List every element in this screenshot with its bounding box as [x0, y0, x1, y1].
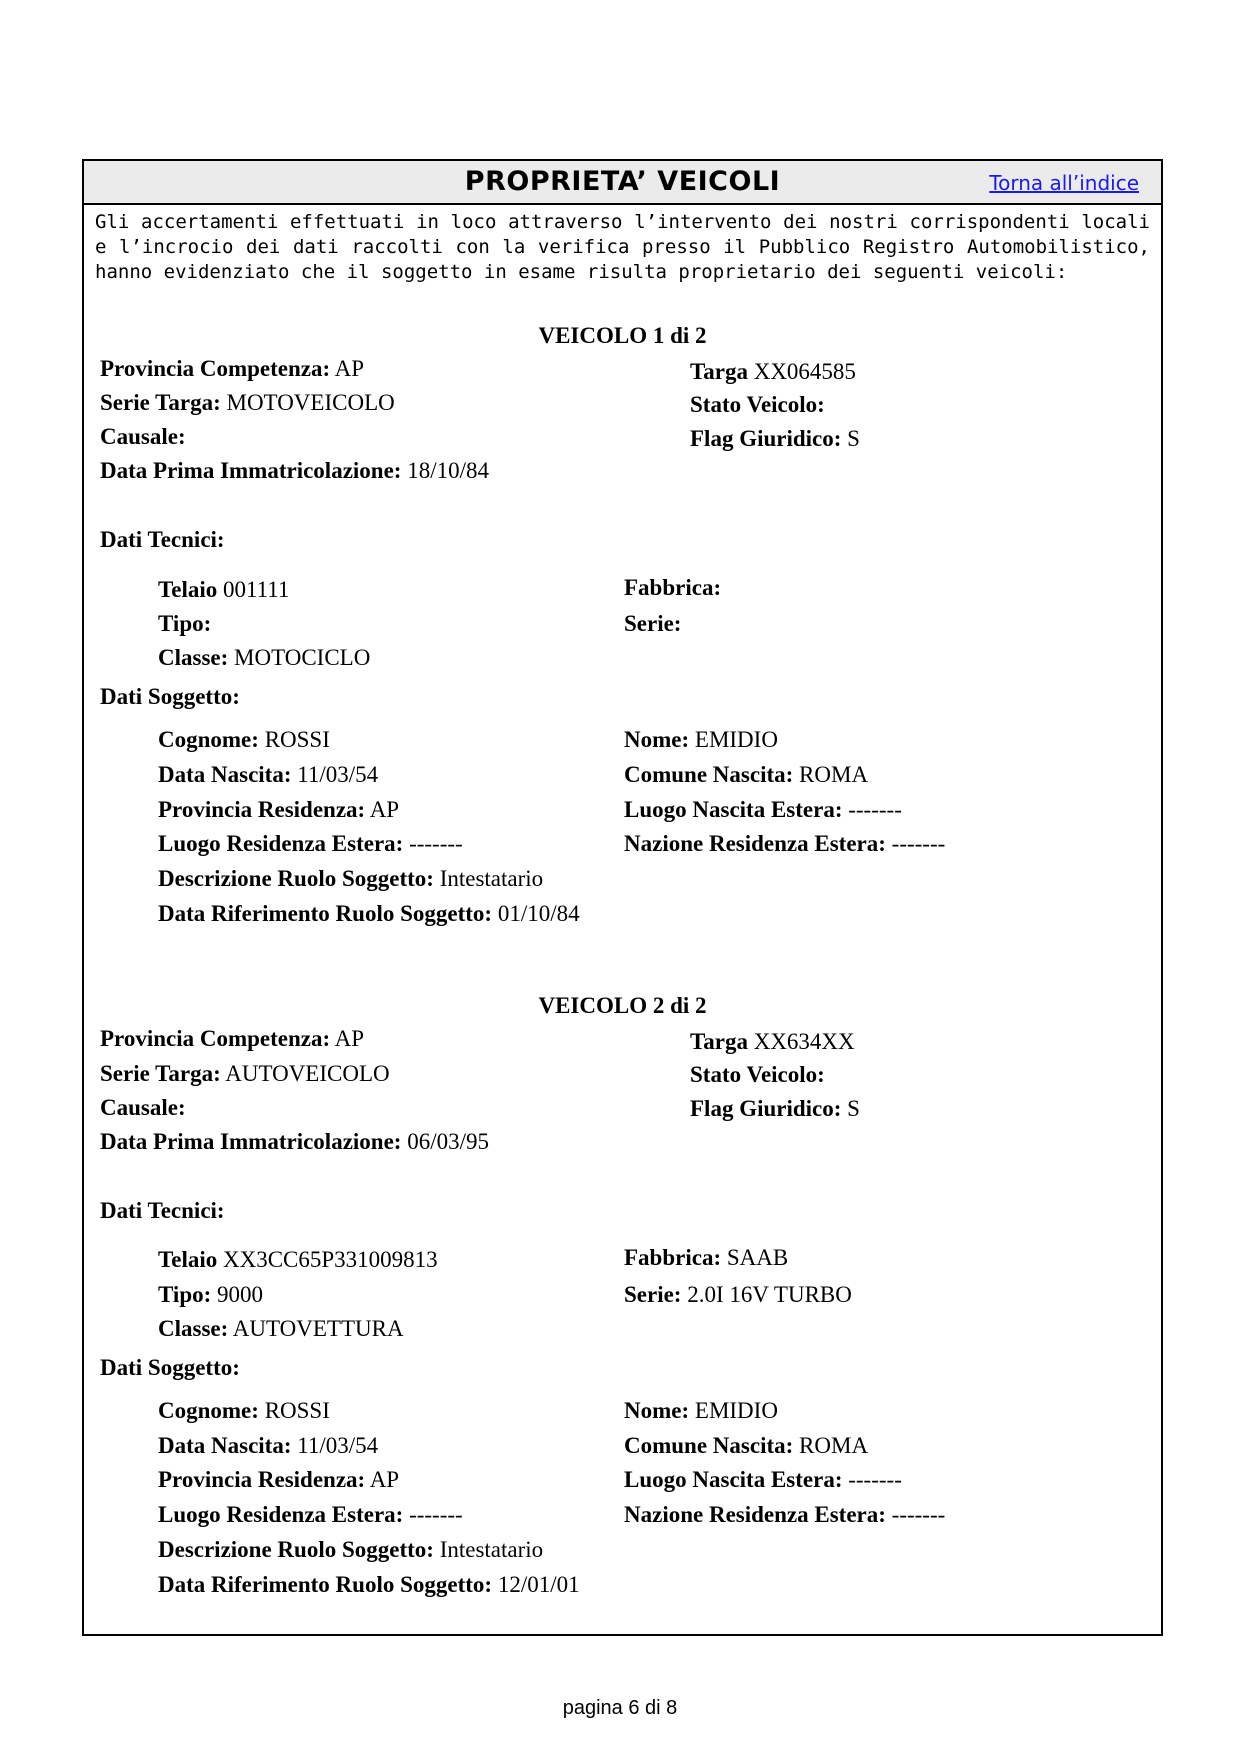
luogo-nascita-estera: Luogo Nascita Estera: ------- [624, 1467, 902, 1492]
section-header [84, 161, 1161, 205]
data-nascita: Data Nascita: 11/03/54 [158, 762, 379, 787]
data-nascita: Data Nascita: 11/03/54 [158, 1433, 379, 1458]
nazione-residenza-estera: Nazione Residenza Estera: ------- [624, 831, 946, 856]
section-title: PROPRIETA’ VEICOLI [464, 166, 781, 197]
classe: Classe: MOTOCICLO [158, 645, 371, 670]
tipo: Tipo: [158, 611, 212, 636]
dati-tecnici-heading: Dati Tecnici: [100, 1198, 225, 1223]
comune-nascita: Comune Nascita: ROMA [624, 1433, 869, 1458]
dati-soggetto-heading: Dati Soggetto: [100, 1355, 240, 1380]
comune-nascita: Comune Nascita: ROMA [624, 762, 869, 787]
targa: Targa XX064585 [690, 359, 856, 384]
descrizione-ruolo-soggetto: Descrizione Ruolo Soggetto: Intestatario [158, 866, 544, 891]
classe: Classe: AUTOVETTURA [158, 1316, 404, 1341]
data-riferimento-ruolo-soggetto: Data Riferimento Ruolo Soggetto: 01/10/84 [158, 901, 580, 926]
cognome: Cognome: ROSSI [158, 727, 330, 752]
provincia-residenza: Provincia Residenza: AP [158, 1467, 400, 1492]
vehicle-title: VEICOLO 2 di 2 [538, 993, 707, 1018]
serie-targa: Serie Targa: AUTOVEICOLO [100, 1061, 390, 1086]
back-to-index-link[interactable]: Torna all’indice [989, 171, 1139, 195]
flag-giuridico: Flag Giuridico: S [690, 1096, 860, 1121]
stato-veicolo: Stato Veicolo: [690, 392, 825, 417]
tipo: Tipo: 9000 [158, 1282, 264, 1307]
nazione-residenza-estera: Nazione Residenza Estera: ------- [624, 1502, 946, 1527]
dati-tecnici-heading: Dati Tecnici: [100, 527, 225, 552]
vehicle-ownership-section [82, 159, 1163, 1636]
cognome: Cognome: ROSSI [158, 1398, 330, 1423]
serie-targa: Serie Targa: MOTOVEICOLO [100, 390, 395, 415]
causale: Causale: [100, 424, 186, 449]
serie: Serie: [624, 611, 682, 636]
causale: Causale: [100, 1095, 186, 1120]
fabbrica: Fabbrica: SAAB [624, 1245, 789, 1270]
provincia-competenza: Provincia Competenza: AP [100, 1026, 365, 1051]
luogo-nascita-estera: Luogo Nascita Estera: ------- [624, 797, 902, 822]
luogo-residenza-estera: Luogo Residenza Estera: ------- [158, 1502, 463, 1527]
targa: Targa XX634XX [690, 1029, 855, 1054]
telaio: Telaio 001111 [158, 577, 290, 602]
serie: Serie: 2.0I 16V TURBO [624, 1282, 852, 1307]
provincia-residenza: Provincia Residenza: AP [158, 797, 400, 822]
nome: Nome: EMIDIO [624, 727, 778, 752]
telaio: Telaio XX3CC65P331009813 [158, 1247, 438, 1272]
dati-soggetto-heading: Dati Soggetto: [100, 684, 240, 709]
descrizione-ruolo-soggetto: Descrizione Ruolo Soggetto: Intestatario [158, 1537, 544, 1562]
data-riferimento-ruolo-soggetto: Data Riferimento Ruolo Soggetto: 12/01/01 [158, 1572, 580, 1597]
intro-paragraph: Gli accertamenti effettuati in loco attraverso l’intervento dei nostri corrispondenti locali e l’incrocio dei dati raccolti con la verifica presso il Pubblico Registro Automobilistico, hanno evidenziato che il soggetto in esame risulta proprietario dei seguenti veicoli: [95, 211, 1150, 283]
fabbrica: Fabbrica: [624, 575, 722, 600]
stato-veicolo: Stato Veicolo: [690, 1062, 825, 1087]
vehicle-title: VEICOLO 1 di 2 [538, 323, 707, 348]
nome: Nome: EMIDIO [624, 1398, 778, 1423]
page-number: pagina 6 di 8 [562, 1697, 678, 1719]
data-prima-immatricolazione: Data Prima Immatricolazione: 06/03/95 [100, 1129, 489, 1154]
luogo-residenza-estera: Luogo Residenza Estera: ------- [158, 831, 463, 856]
provincia-competenza: Provincia Competenza: AP [100, 356, 365, 381]
flag-giuridico: Flag Giuridico: S [690, 426, 860, 451]
data-prima-immatricolazione: Data Prima Immatricolazione: 18/10/84 [100, 458, 489, 483]
